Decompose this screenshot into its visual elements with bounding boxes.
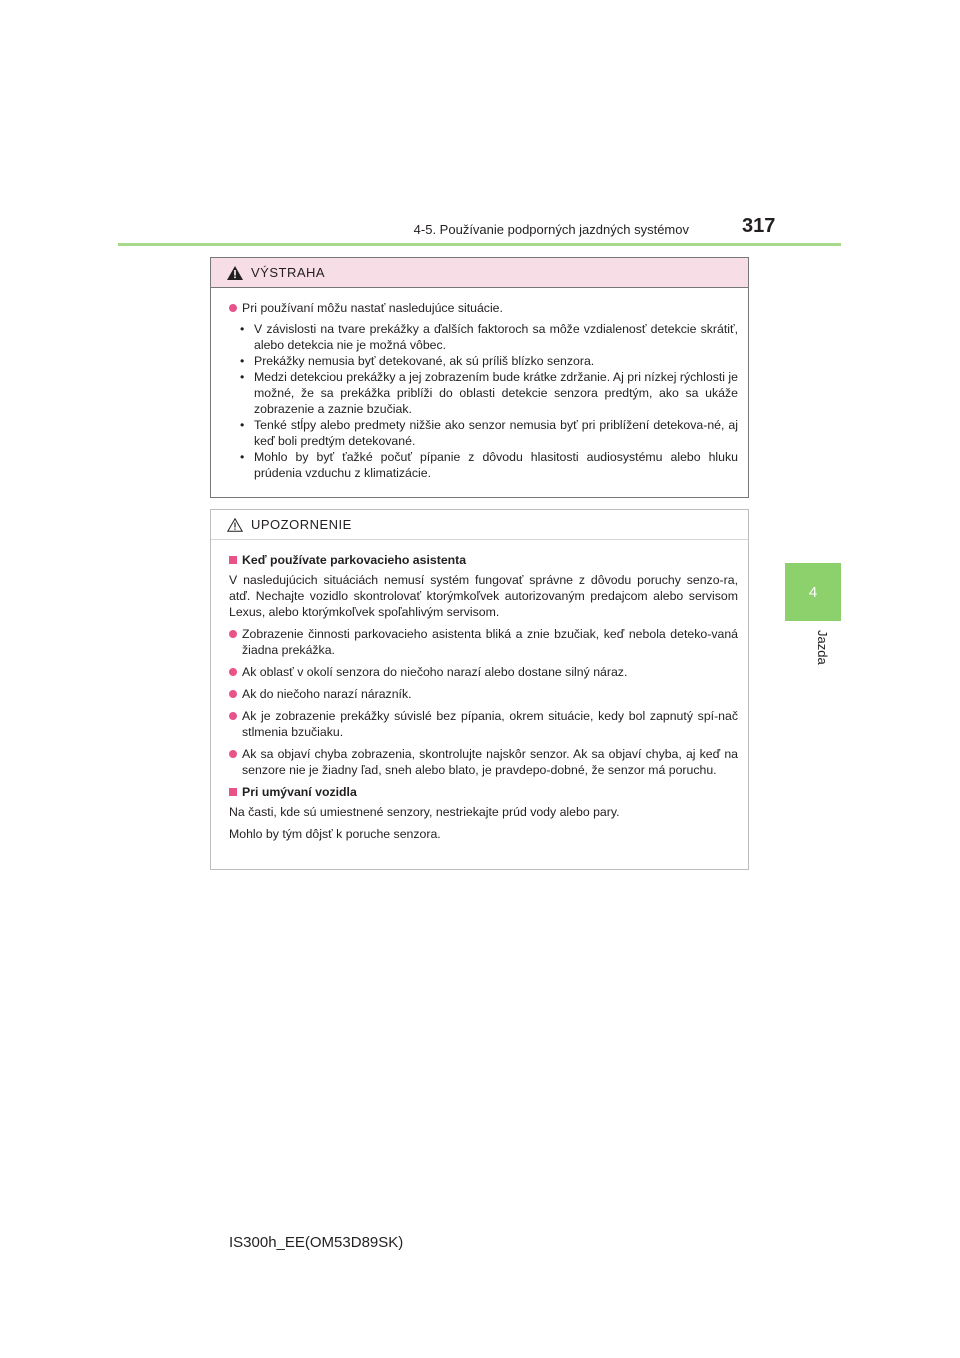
warning-icon [227, 266, 243, 280]
list-item: Ak sa objaví chyba zobrazenia, skontrolujte najskôr senzor. Ak sa objaví chyba, aj keď na senzore nie je žiadny ľad, sneh alebo blato, je pravdepo-dobné, že senzor má poruchu. [229, 746, 738, 778]
warning-header [211, 258, 748, 288]
warning-title: VÝSTRAHA [251, 265, 326, 280]
warning-box [210, 257, 749, 498]
list-item: • V závislosti na tvare prekážky a ďalších faktoroch sa môže vzdialenosť detekcie skrátiť, alebo detekcia nie je možná vôbec. [240, 322, 738, 352]
square-bullet-icon [229, 556, 237, 564]
caution-paragraph: V nasledujúcich situáciách nemusí systém fungovať správne z dôvodu poruchy senzo-ra, atď. Nechajte vozidlo skontrolovať ktorýmkoľvek autorizovaným predajcom alebo servisom Lexus, alebo ktorýmkoľvek spoľahlivým servisom. [229, 573, 738, 619]
square-bullet-icon [229, 788, 237, 796]
warning-body [211, 288, 748, 481]
caution-title: UPOZORNENIE [251, 517, 352, 532]
bullet-icon [229, 630, 237, 638]
caution-header [211, 510, 748, 540]
list-item: • Medzi detekciou prekážky a jej zobrazením bude krátke zdržanie. Aj pri nízkej rýchlosti je možné, že sa prekážka priblíži do oblasti detekcie senzora predtým, ako sa ukáže zobrazenie a zaznie bzučiak. [240, 370, 738, 416]
caution-body [211, 540, 748, 842]
document-code: IS300h_EE(OM53D89SK) [229, 1234, 404, 1251]
list-item: • Tenké stĺpy alebo predmety nižšie ako senzor nemusia byť pri priblížení detekova-né, aj keď boli predtým detekované. [240, 418, 738, 448]
list-item: • Mohlo by byť ťažké počuť pípanie z dôvodu hlasitosti audiosystému alebo hluku prúdenia vzduchu z klimatizácie. [240, 450, 738, 480]
page-number: 317 [742, 215, 776, 237]
caution-section-title: Keď používate parkovacieho asistenta [229, 552, 738, 568]
list-item: • Prekážky nemusia byť detekované, ak sú príliš blízko senzora. [240, 354, 595, 368]
bullet-icon [229, 304, 237, 312]
bullet-icon [229, 712, 237, 720]
section-title: 4-5. Používanie podporných jazdných systémov [413, 222, 689, 237]
caution-section-title: Pri umývaní vozidla [229, 784, 738, 800]
chapter-tab[interactable] [785, 563, 841, 621]
caution-box [210, 509, 749, 870]
bullet-icon [229, 750, 237, 758]
caution-paragraph: Na časti, kde sú umiestnené senzory, nestriekajte prúd vody alebo pary. [229, 805, 620, 819]
chapter-label: Jazda [815, 630, 830, 665]
list-item: Ak oblasť v okolí senzora do niečoho narazí alebo dostane silný náraz. [229, 664, 738, 680]
caution-paragraph: Mohlo by tým dôjsť k poruche senzora. [229, 827, 441, 841]
list-item: Ak do niečoho narazí nárazník. [229, 686, 738, 702]
header-divider [118, 243, 841, 246]
list-item: Zobrazenie činnosti parkovacieho asistenta bliká a znie bzučiak, keď nebola deteko-vaná žiadna prekážka. [229, 626, 738, 658]
bullet-icon [229, 690, 237, 698]
list-item: Ak je zobrazenie prekážky súvislé bez pípania, okrem situácie, kedy bol zapnutý spí-nač stlmenia bzučiaku. [229, 708, 738, 740]
bullet-icon [229, 668, 237, 676]
caution-icon [227, 518, 243, 532]
chapter-number: 4 [808, 583, 818, 601]
warning-intro: Pri používaní môžu nastať nasledujúce situácie. [229, 300, 738, 316]
